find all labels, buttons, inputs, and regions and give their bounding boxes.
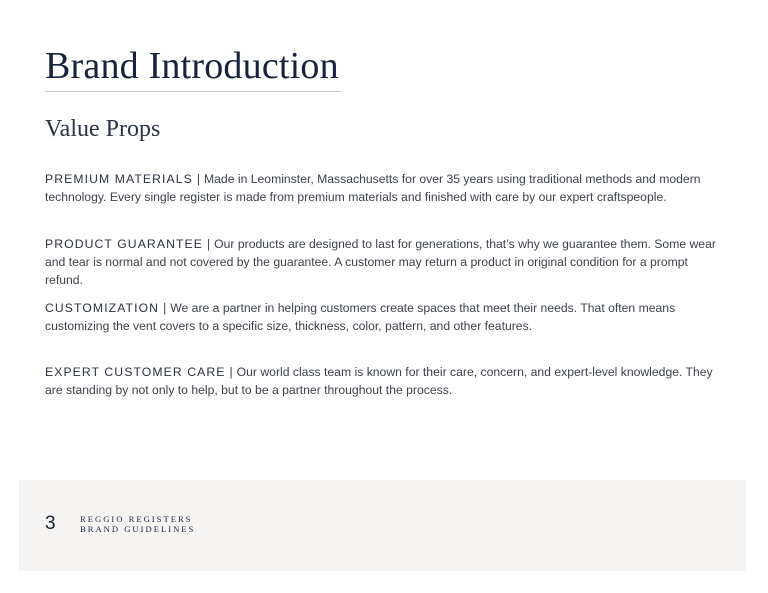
- page-footer: [19, 480, 746, 571]
- value-prop-text: Our world class team is known for their care, concern, and expert-level knowledge. They are standing by not only to help, but to be a partner throughout the process.: [45, 365, 713, 397]
- separator: |: [229, 365, 233, 379]
- footer-line-guidelines: BRAND GUIDELINES: [80, 523, 196, 534]
- value-prop-heading: PRODUCT GUARANTEE: [45, 237, 203, 251]
- value-prop-product-guarantee: [45, 235, 725, 289]
- value-prop-heading: CUSTOMIZATION: [45, 301, 160, 315]
- separator: |: [163, 301, 167, 315]
- footer-line-brand: REGGIO REGISTERS: [80, 514, 193, 524]
- footer-brand-label: [80, 515, 195, 534]
- value-prop-text: Our products are designed to last for generations, that’s why we guarantee them. Some wear and tear is normal and not covered by the guarantee. A customer may return a product in original condition for a prompt refund.: [45, 237, 716, 287]
- value-prop-text: Made in Leominster, Massachusetts for over 35 years using traditional methods and modern technology. Every single register is made from premium materials and finished with care by our expert craftspeople.: [45, 172, 701, 204]
- value-prop-premium-materials: [45, 170, 725, 206]
- page-number: 3: [45, 513, 56, 534]
- value-prop-expert-customer-care: [45, 363, 725, 399]
- separator: |: [206, 237, 211, 251]
- value-prop-text: We are a partner in helping customers create spaces that meet their needs. That often means customizing the vent covers to a specific size, thickness, color, pattern, and other features.: [45, 301, 676, 333]
- separator: |: [196, 172, 200, 186]
- section-subtitle: Value Props: [45, 116, 161, 142]
- value-prop-heading: EXPERT CUSTOMER CARE: [45, 365, 226, 379]
- value-prop-heading: PREMIUM MATERIALS: [45, 172, 193, 186]
- page-title: Brand Introduction: [45, 45, 339, 87]
- value-prop-customization: [45, 299, 725, 335]
- title-underline: [45, 91, 341, 92]
